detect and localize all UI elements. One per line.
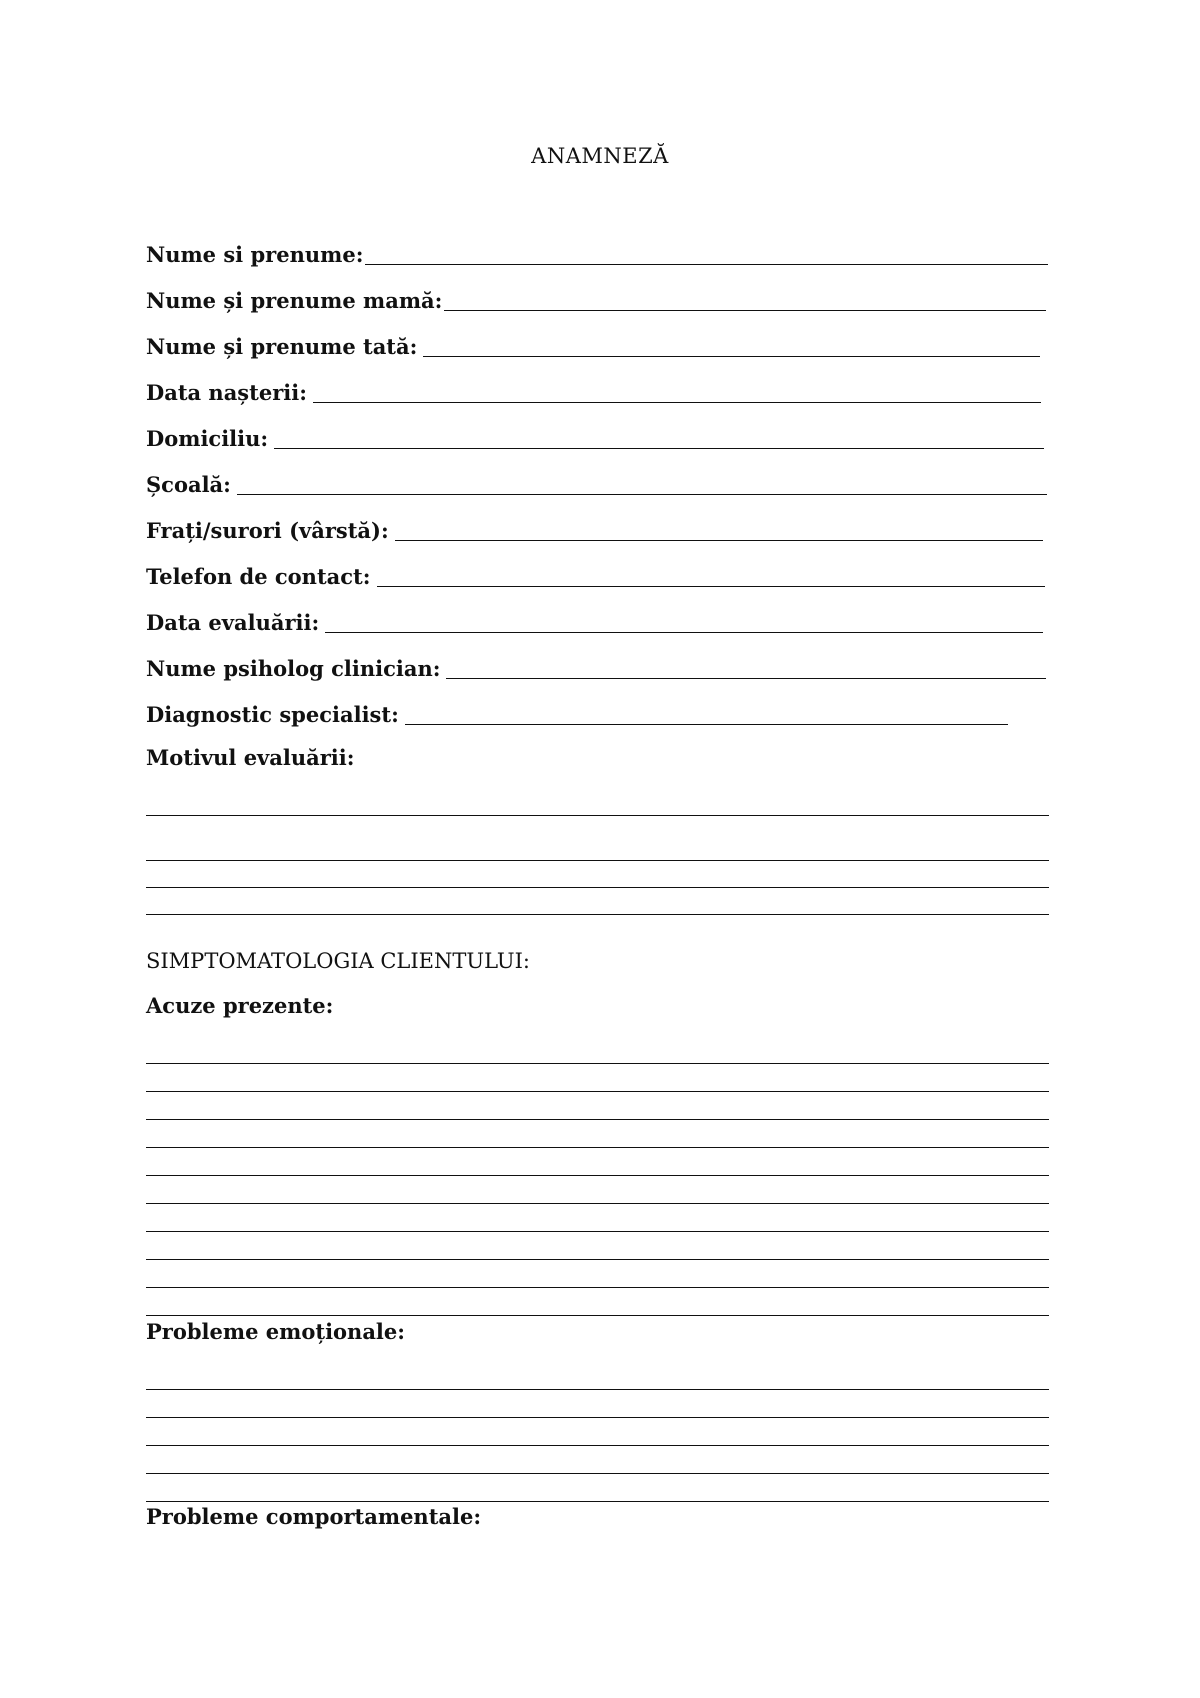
field-label: Nume și prenume tată: — [146, 334, 418, 359]
birth-date-blank[interactable] — [313, 402, 1041, 403]
school-blank[interactable] — [237, 494, 1047, 495]
complaints-line[interactable] — [146, 1315, 1049, 1316]
emotional-line[interactable] — [146, 1417, 1049, 1418]
address-blank[interactable] — [274, 448, 1044, 449]
field-label: Nume psiholog clinician: — [146, 656, 441, 681]
field-birth-date — [146, 376, 1041, 406]
siblings-blank[interactable] — [395, 540, 1043, 541]
complaints-line[interactable] — [146, 1063, 1049, 1064]
complaints-line[interactable] — [146, 1091, 1049, 1092]
field-label: Domiciliu: — [146, 426, 269, 451]
psychologist-blank[interactable] — [446, 678, 1046, 679]
field-label: Frați/surori (vârstă): — [146, 518, 389, 543]
reason-line[interactable] — [146, 914, 1049, 915]
evaluation-date-blank[interactable] — [325, 632, 1043, 633]
father-name-blank[interactable] — [423, 356, 1040, 357]
complaints-line[interactable] — [146, 1203, 1049, 1204]
complaints-line[interactable] — [146, 1147, 1049, 1148]
field-psychologist — [146, 652, 1046, 682]
field-father-name — [146, 330, 1040, 360]
diagnostic-blank[interactable] — [405, 724, 1008, 725]
emotional-line[interactable] — [146, 1473, 1049, 1474]
emotional-label: Probleme emoționale: — [146, 1319, 406, 1344]
reason-line[interactable] — [146, 887, 1049, 888]
field-full-name — [146, 238, 1048, 268]
page-title: ANAMNEZĂ — [531, 144, 669, 168]
field-mother-name — [146, 284, 1046, 314]
field-label: Școală: — [146, 472, 231, 497]
symptoms-heading: SIMPTOMATOLOGIA CLIENTULUI: — [146, 949, 530, 973]
complaints-line[interactable] — [146, 1231, 1049, 1232]
field-label: Nume și prenume mamă: — [146, 288, 443, 313]
behavioral-label: Probleme comportamentale: — [146, 1504, 482, 1529]
field-label: Diagnostic specialist: — [146, 702, 399, 727]
emotional-line[interactable] — [146, 1445, 1049, 1446]
field-label: Telefon de contact: — [146, 564, 371, 589]
complaints-label: Acuze prezente: — [146, 993, 334, 1018]
field-evaluation-date — [146, 606, 1043, 636]
field-label: Nume si prenume: — [146, 242, 364, 267]
reason-line[interactable] — [146, 815, 1049, 816]
reason-line[interactable] — [146, 860, 1049, 861]
field-diagnostic — [146, 698, 1008, 728]
field-address — [146, 422, 1044, 452]
full-name-blank[interactable] — [365, 264, 1048, 265]
complaints-line[interactable] — [146, 1119, 1049, 1120]
field-label: Data evaluării: — [146, 610, 320, 635]
complaints-line[interactable] — [146, 1175, 1049, 1176]
field-label: Data nașterii: — [146, 380, 307, 405]
field-phone — [146, 560, 1045, 590]
emotional-line[interactable] — [146, 1389, 1049, 1390]
phone-blank[interactable] — [377, 586, 1046, 587]
mother-name-blank[interactable] — [444, 310, 1046, 311]
emotional-line[interactable] — [146, 1501, 1049, 1502]
field-siblings — [146, 514, 1043, 544]
complaints-line[interactable] — [146, 1287, 1049, 1288]
complaints-line[interactable] — [146, 1259, 1049, 1260]
field-school — [146, 468, 1047, 498]
reason-label: Motivul evaluării: — [146, 745, 355, 770]
